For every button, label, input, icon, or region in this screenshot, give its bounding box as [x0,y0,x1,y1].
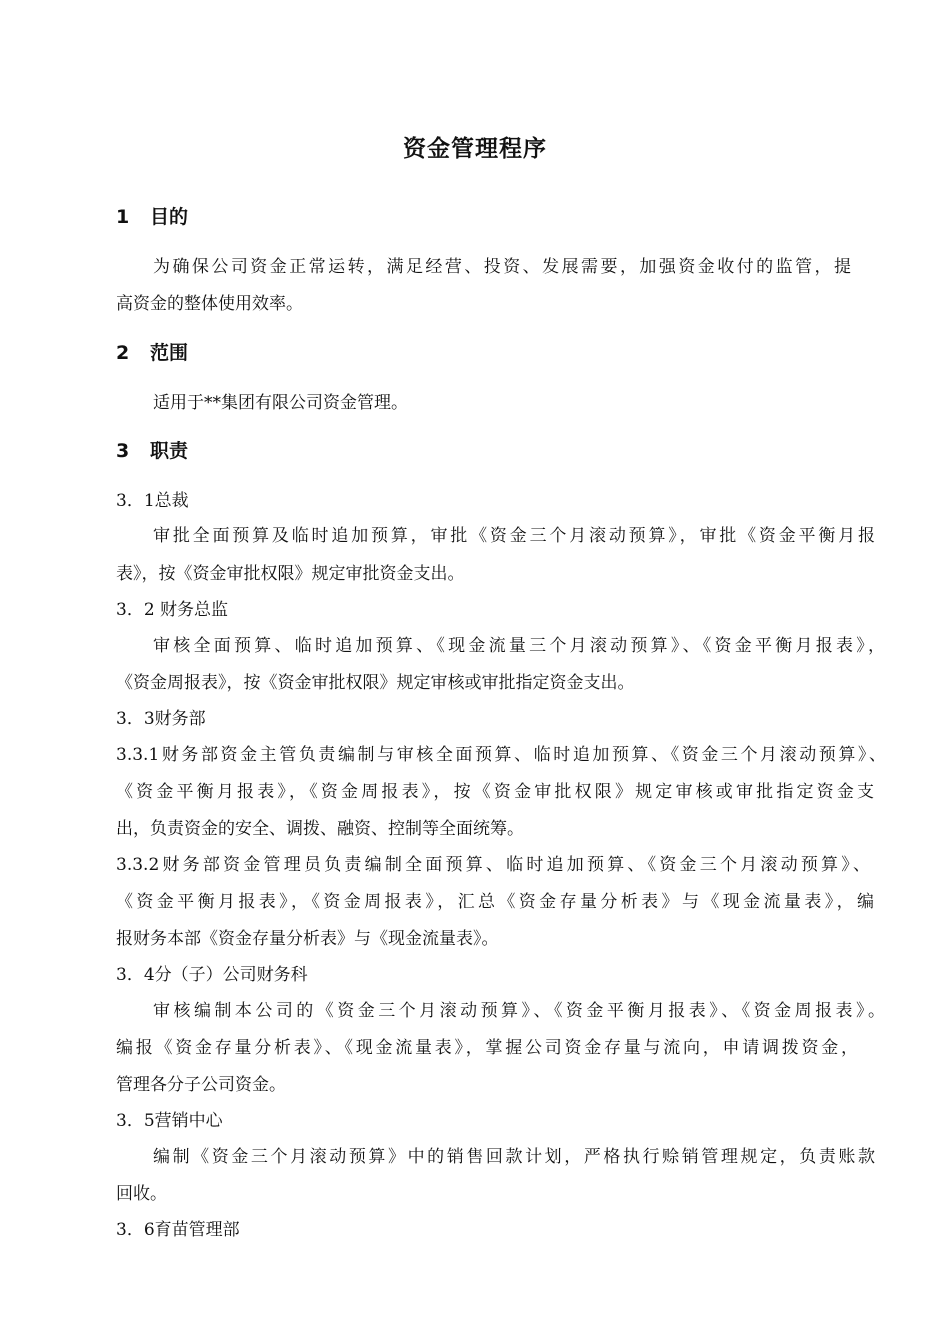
paragraph-line: 编制《资金三个月滚动预算》中的销售回款计划，严格执行赊销管理规定，负责账款 [153,1147,875,1167]
paragraph-line: 《资金平衡月报表》，《资金周报表》，汇总《资金存量分析表》与《现金流量表》，编 [116,892,874,912]
page-title: 资金管理程序 [403,136,547,162]
paragraph-line: 《资金周报表》，按《资金审批权限》规定审核或审批指定资金支出。 [116,673,635,693]
subsection-heading: 3．6育苗管理部 [116,1220,240,1240]
subsection-heading: 3．4分（子）公司财务科 [116,965,308,985]
section-heading-responsibilities [116,436,188,463]
paragraph-line: 出，负责资金的安全、调拨、融资、控制等全面统筹。 [116,819,524,839]
section-title: 范围 [150,342,189,364]
paragraph-line: 审核全面预算、临时追加预算、《现金流量三个月滚动预算》、《资金平衡月报表》， [153,636,885,656]
paragraph-line: 3.3.2财务部资金管理员负责编制全面预算、临时追加预算、《资金三个月滚动预算》、 [116,855,870,875]
paragraph-line: 审批全面预算及临时追加预算，审批《资金三个月滚动预算》，审批《资金平衡月报 [153,526,875,546]
paragraph-line: 报财务本部《资金存量分析表》与《现金流量表》。 [116,929,499,949]
section-title: 目的 [150,206,189,228]
section-number: 2 [116,342,130,364]
section-heading-scope [116,338,188,365]
paragraph-line: 适用于**集团有限公司资金管理。 [153,393,408,413]
paragraph-line: 高资金的整体使用效率。 [116,294,303,314]
paragraph-line: 3.3.1财务部资金主管负责编制与审核全面预算、临时追加预算、《资金三个月滚动预算》、 [116,745,886,765]
paragraph-line: 表》，按《资金审批权限》规定审批资金支出。 [116,564,465,584]
section-number: 3 [116,440,130,462]
paragraph-line: 为确保公司资金正常运转，满足经营、投资、发展需要，加强资金收付的监管，提 [153,257,851,277]
paragraph-line: 回收。 [116,1184,167,1204]
section-number: 1 [116,206,130,228]
section-heading-purpose [116,202,188,229]
paragraph-line: 编报《资金存量分析表》、《现金流量表》，掌握公司资金存量与流向，申请调拨资金， [116,1038,858,1058]
subsection-heading: 3．2 财务总监 [116,600,229,620]
subsection-heading: 3．3财务部 [116,709,206,729]
subsection-heading: 3．5营销中心 [116,1111,223,1131]
paragraph-line: 审核编制本公司的《资金三个月滚动预算》、《资金平衡月报表》、《资金周报表》。 [153,1001,885,1021]
subsection-heading: 3．1总裁 [116,491,189,511]
paragraph-line: 《资金平衡月报表》，《资金周报表》，按《资金审批权限》规定审核或审批指定资金支 [116,782,874,802]
paragraph-line: 管理各分子公司资金。 [116,1075,286,1095]
section-title: 职责 [150,440,189,462]
